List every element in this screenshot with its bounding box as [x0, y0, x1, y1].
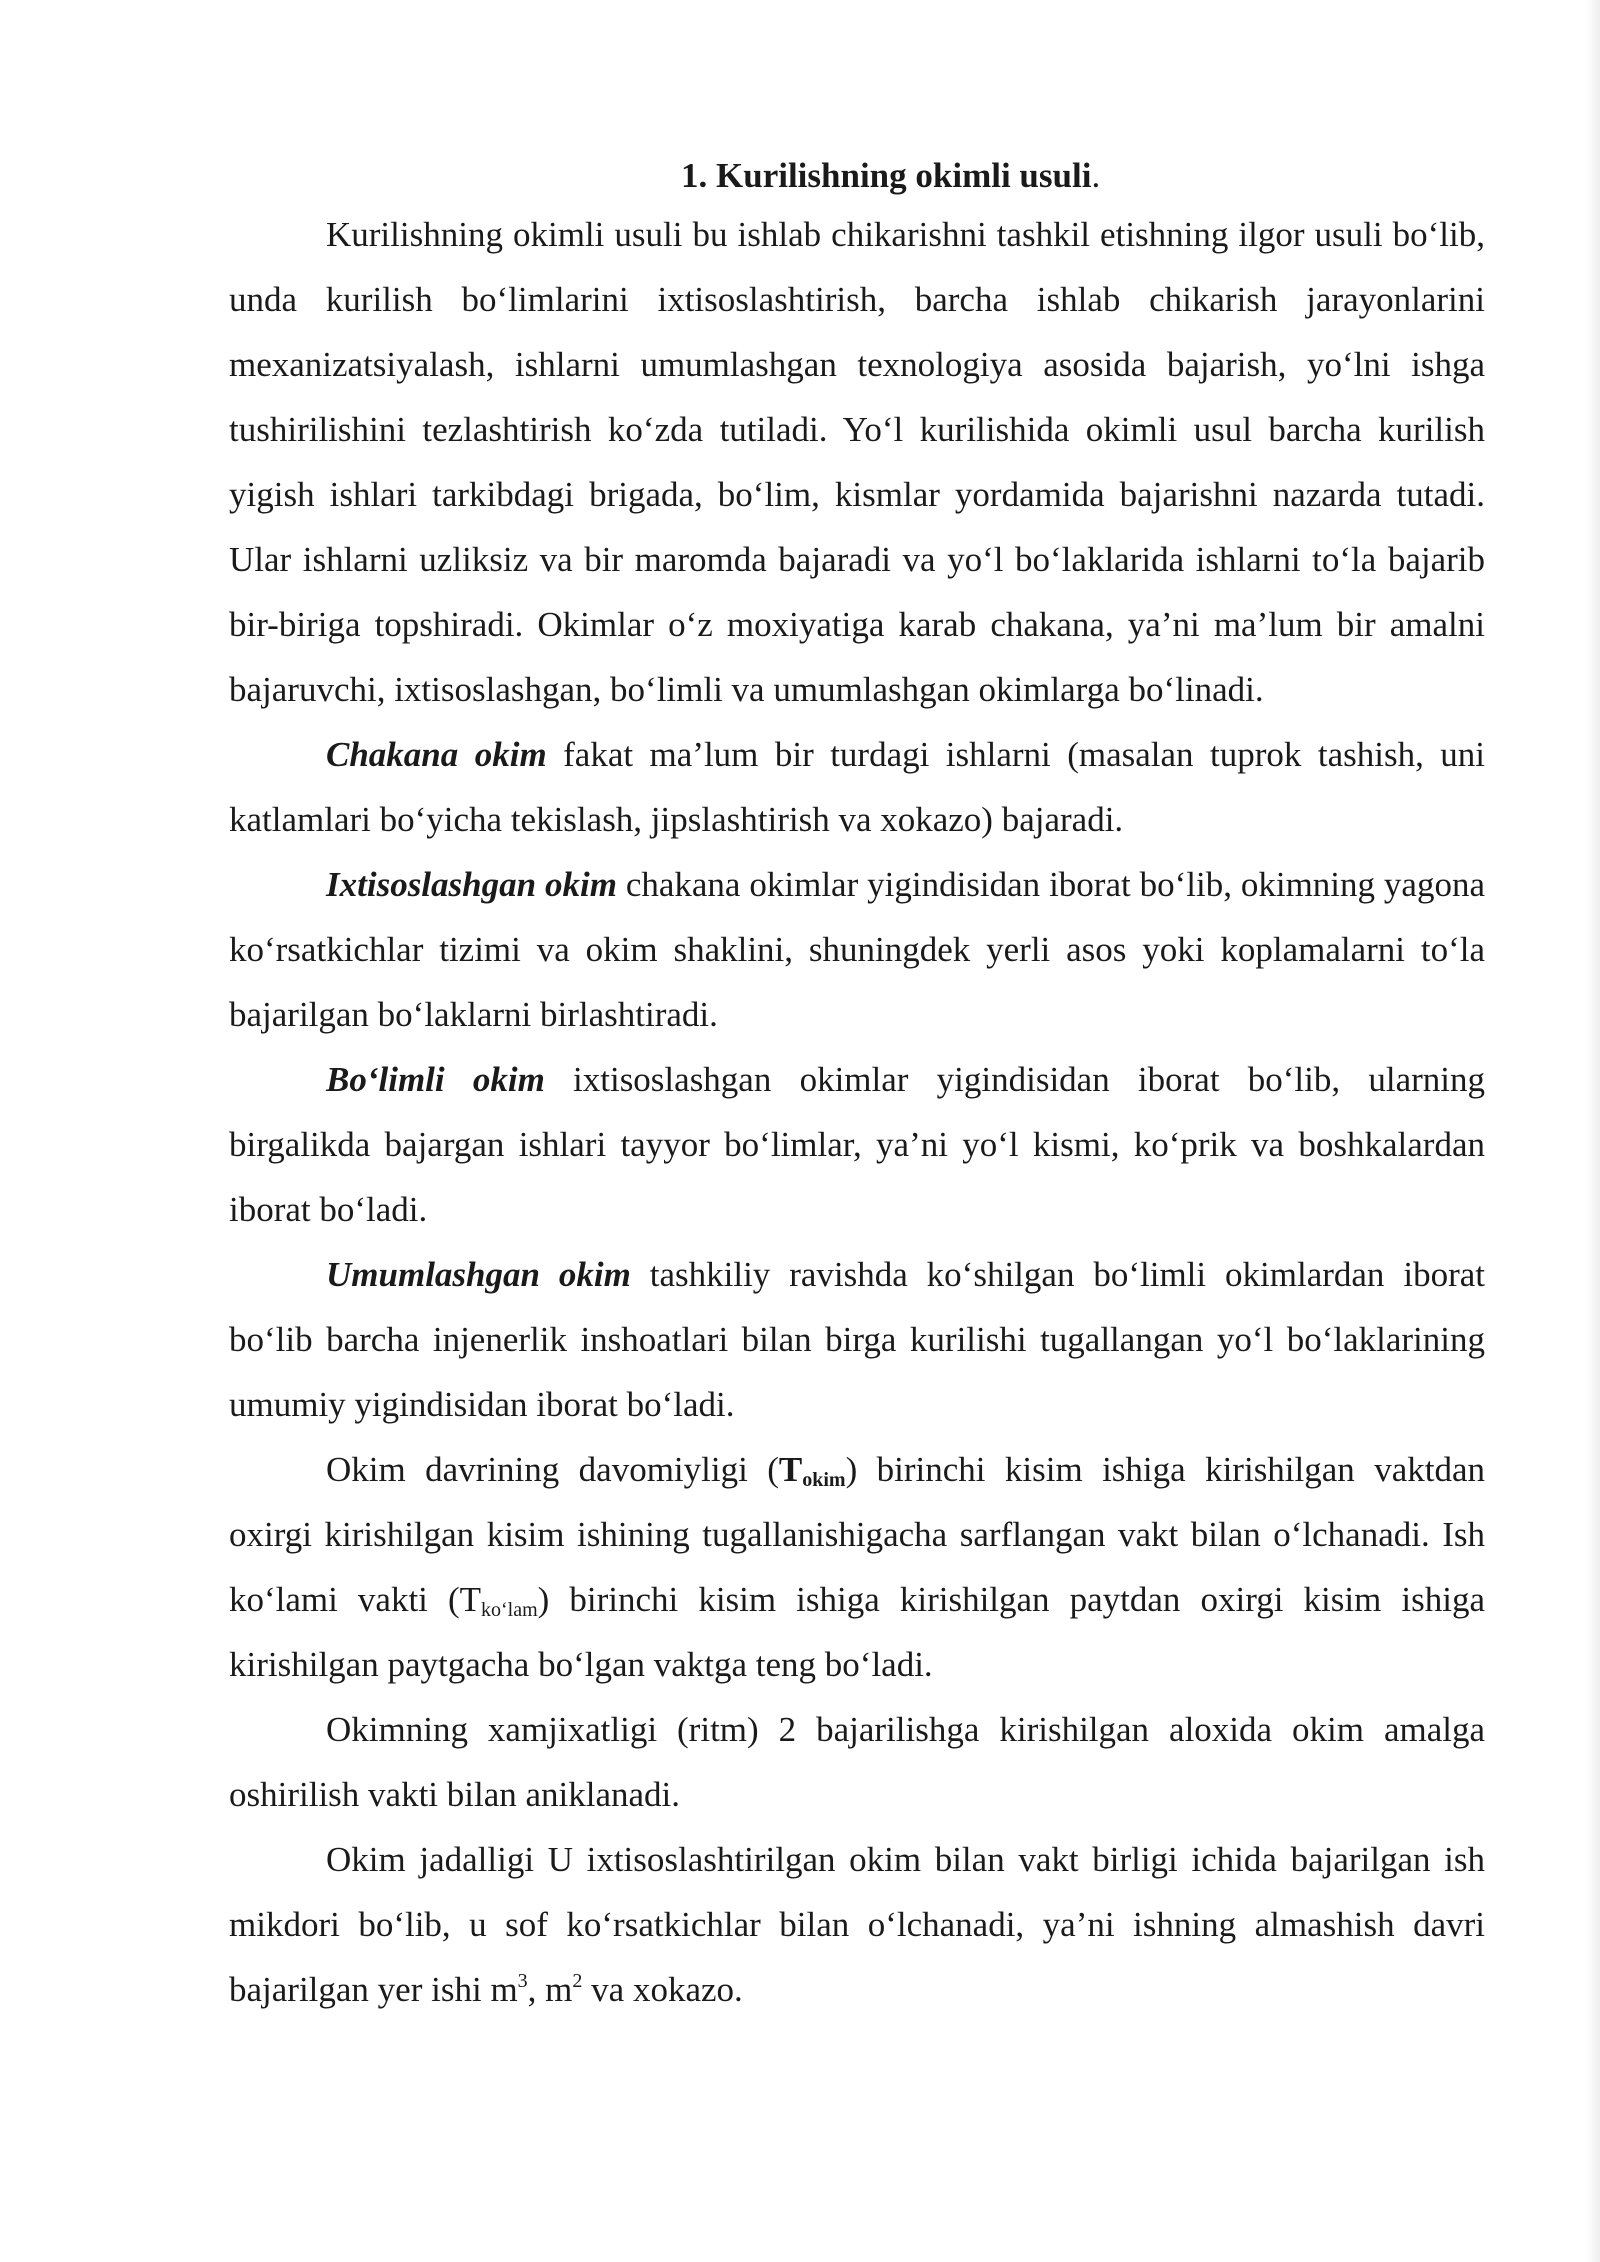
heading-title: Kurilishning okimli usuli	[716, 156, 1092, 195]
superscript-2: 2	[572, 1970, 583, 1992]
term-ixtisoslashgan-okim: Ixtisoslashgan okim	[326, 865, 617, 904]
paragraph-ixtisoslashgan-okim	[229, 852, 1485, 1047]
paragraph-jadallik	[229, 1827, 1485, 2022]
paragraph-text: Okim jadalligi U ixtisoslashtirilgan okim bilan vakt birligi ichida bajarilgan ish mikdori bo‘lib, u sof ko‘rsatkichlar bilan o‘lchanadi, ya’ni ishning almashish davri bajarilgan yer ishi m	[229, 1840, 1485, 2009]
paragraph-text: fakat ma’lum bir turdagi ishlarni (masalan tuprok tashish, uni katlamlari bo‘yicha tekislash, jipslashtirish va xokazo) bajaradi.	[229, 735, 1485, 839]
paragraph-chakana-okim	[229, 722, 1485, 852]
term-umumlashgan-okim: Umumlashgan okim	[326, 1255, 631, 1294]
subscript-kolam: ko‘lam	[481, 1599, 538, 1621]
paragraph-text: ) birinchi kisim ishiga kirishilgan vaktdan oxirgi kirishilgan kisim ishining tugallanishigacha sarflangan vakt bilan o‘lchanadi. Ish ko‘lami vakti (T	[229, 1450, 1485, 1619]
paragraph-text: chakana okimlar yigindisidan iborat bo‘lib, okimning yagona ko‘rsatkichlar tizimi va okim shaklini, shuningdek yerli asos yoki koplamalarni to‘la bajarilgan bo‘laklarni birlashtiradi.	[229, 865, 1485, 1034]
symbol-t-okim: T	[778, 1450, 803, 1489]
paragraph-text: Okim davrining davomiyligi (	[326, 1450, 779, 1489]
paragraph-bolimli-okim	[229, 1047, 1485, 1242]
paragraph-ritm	[229, 1697, 1485, 1827]
paragraph-text: tashkiliy ravishda ko‘shilgan bo‘limli okimlardan iborat bo‘lib barcha injenerlik inshoatlari bilan birga kurilishi tugallangan yo‘l bo‘laklarining umumiy yigindisidan iborat bo‘ladi.	[229, 1255, 1485, 1424]
paragraph-okim-davri	[229, 1437, 1485, 1697]
paragraph-text: , m	[527, 1970, 573, 2009]
paragraph-intro	[229, 202, 1485, 722]
paragraph-text: va xokazo.	[582, 1970, 743, 2009]
paragraph-text: ixtisoslashgan okimlar yigindisidan iborat bo‘lib, ularning birgalikda bajargan ishlari tayyor bo‘limlar, ya’ni yo‘l kismi, ko‘prik va boshkalardan iborat bo‘ladi.	[229, 1060, 1485, 1229]
page-edge-shadow	[1586, 0, 1600, 2262]
paragraph-umumlashgan-okim	[229, 1242, 1485, 1437]
subscript-okim: okim	[802, 1469, 846, 1491]
section-heading	[229, 150, 1485, 202]
term-bolimli-okim: Bo‘limli okim	[326, 1060, 545, 1099]
heading-period: .	[1091, 156, 1101, 195]
paragraph-text: Okimning xamjixatligi (ritm) 2 bajarilishga kirishilgan aloxida okim amalga oshirilish vakti bilan aniklanadi.	[229, 1710, 1485, 1814]
term-chakana-okim: Chakana okim	[326, 735, 547, 774]
document-body	[229, 150, 1485, 2022]
paragraph-text: Kurilishning okimli usuli bu ishlab chikarishni tashkil etishning ilgor usuli bo‘lib, unda kurilish bo‘limlarini ixtisoslashtirish, barcha ishlab chikarish jarayonlarini mexanizatsiyalash, ishlarni umumlashgan texnologiya asosida bajarish, yo‘lni ishga tushirilishini tezlashtirish ko‘zda tutiladi. Yo‘l kurilishida okimli usul barcha kurilish yigish ishlari tarkibdagi brigada, bo‘lim, kismlar yordamida bajarishni nazarda tutadi. Ular ishlarni uzliksiz va bir maromda bajaradi va yo‘l bo‘laklarida ishlarni to‘la bajarib bir-biriga topshiradi. Okimlar o‘z moxiyatiga karab chakana, ya’ni ma’lum bir amalni bajaruvchi, ixtisoslashgan, bo‘limli va umumlashgan okimlarga bo‘linadi.	[229, 215, 1485, 709]
paragraph-text: ) birinchi kisim ishiga kirishilgan paytdan oxirgi kisim ishiga kirishilgan paytgacha bo‘lgan vaktga teng bo‘ladi.	[229, 1580, 1485, 1684]
superscript-3: 3	[517, 1970, 528, 1992]
heading-number: 1.	[681, 156, 708, 195]
